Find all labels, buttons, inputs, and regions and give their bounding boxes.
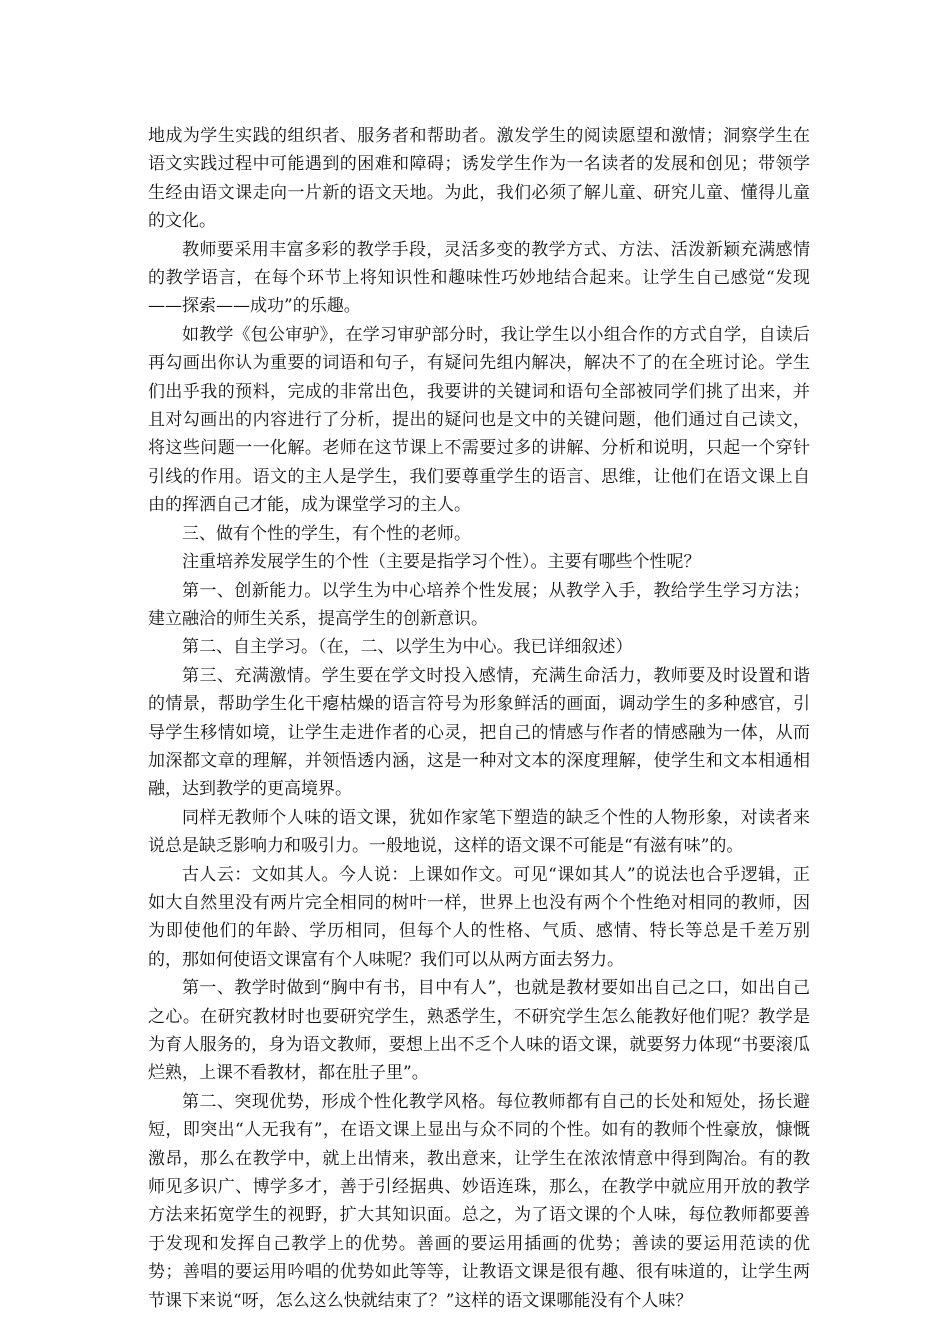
paragraph-point-3: 第三、充满激情。学生要在学文时投入感情，充满生命活力，教师要及时设置和谐的情景，帮助学生化干瘪枯燥的语言符号为形象鲜活的画面，调动学生的多种感官，引导学生移情如境，让学生走进作者的心灵，把自己的情感与作者的情感融为一体，从而加深都文章的理解，并领悟透内涵，这是一种对文本的深度理解，使学生和文本相通相融，达到教学的更高境界。 — [148, 665, 810, 800]
paragraph-individuality-intro: 注重培养发展学生的个性（主要是指学习个性）。主要有哪些个性呢？ — [182, 552, 701, 573]
paragraph-teacher-personality: 同样无教师个人味的语文课，犹如作家笔下塑造的缺乏个性的人物形象，对读者来说总是缺乏影响力和吸引力。一般地说，这样的语文课不可能是“有滋有味”的。 — [148, 807, 810, 857]
document-body — [148, 122, 810, 1315]
paragraph-continuation: 地成为学生实践的组织者、服务者和帮助者。激发学生的阅读愿望和激情；洞察学生在语文实践过程中可能遇到的困难和障碍；诱发学生作为一名读者的发展和创见；带领学生经由语文课走向一片新的语文天地。为此，我们必须了解儿童、研究儿童、懂得儿童的文化。 — [148, 126, 810, 232]
paragraph-method-1: 第一、教学时做到“胸中有书，目中有人”，也就是教材要如出自己之口，如出自己之心。在研究教材时也要研究学生，熟悉学生，不研究学生怎么能教好他们呢？教学是为育人服务的，身为语文教师，要想上出不乏个人味的语文课，就要努力体现“书要滚瓜烂熟，上课不看教材，都在肚子里”。 — [148, 978, 810, 1084]
paragraph-teaching-methods: 教师要采用丰富多彩的教学手段，灵活多变的教学方式、方法、活泼新颖充满感情的教学语言，在每个环节上将知识性和趣味性巧妙地结合起来。让学生自己感觉“发现——探索——成功”的乐趣。 — [148, 239, 810, 317]
paragraph-ancient-saying: 古人云：文如其人。今人说：上课如作文。可见“课如其人”的说法也合乎逻辑，正如大自然里没有两片完全相同的树叶一样，世界上也没有两个个性绝对相同的教师，因为即使他们的年龄、学历相同，但每个人的性格、气质、感情、特长等总是千差万别的，那如何使语文课富有个人味呢？我们可以从两方面去努力。 — [148, 864, 810, 970]
paragraph-method-2: 第二、突现优势，形成个性化教学风格。每位教师都有自己的长处和短处，扬长避短，即突出“人无我有”，在语文课上显出与众不同的个性。如有的教师个性豪放，慷慨激昂，那么在教学中，就上出情来，教出意来，让学生在浓浓情意中得到陶冶。有的教师见多识广、博学多才，善于引经据典、妙语连珠，那么，在教学中就应用开放的教学方法来拓宽学生的视野，扩大其知识面。总之，为了语文课的个人味，每位教师都要善于发现和发挥自己教学上的优势。善画的要运用插画的优势；善读的要运用范读的优势；善唱的要运用吟唱的优势如此等等，让教语文课是很有趣、很有味道的，让学生两节课下来说“呀，怎么这么快就结束了？”这样的语文课哪能没有个人味？ — [148, 1091, 810, 1311]
paragraph-point-1: 第一、创新能力。以学生为中心培养个性发展；从教学入手，教给学生学习方法；建立融洽的师生关系，提高学生的创新意识。 — [148, 580, 810, 629]
section-heading-3: 三、做有个性的学生，有个性的老师。 — [182, 523, 471, 544]
paragraph-point-2: 第二、自主学习。（在，二、以学生为中心。我已详细叙述） — [182, 637, 633, 658]
paragraph-example-lesson: 如教学《包公审驴》，在学习审驴部分时，我让学生以小组合作的方式自学，自读后再勾画出你认为重要的词语和句子，有疑问先组内解决，解决不了的在全班讨论。学生们出乎我的预料，完成的非常出色，我要讲的关键词和语句全部被同学们挑了出来，并且对勾画出的内容进行了分析，提出的疑问也是文中的关键问题，他们通过自己读文，将这些问题一一化解。老师在这节课上不需要过多的讲解、分析和说明，只起一个穿针引线的作用。语文的主人是学生，我们要尊重学生的语言、思维，让他们在语文课上自由的挥洒自己才能，成为课堂学习的主人。 — [148, 324, 810, 516]
